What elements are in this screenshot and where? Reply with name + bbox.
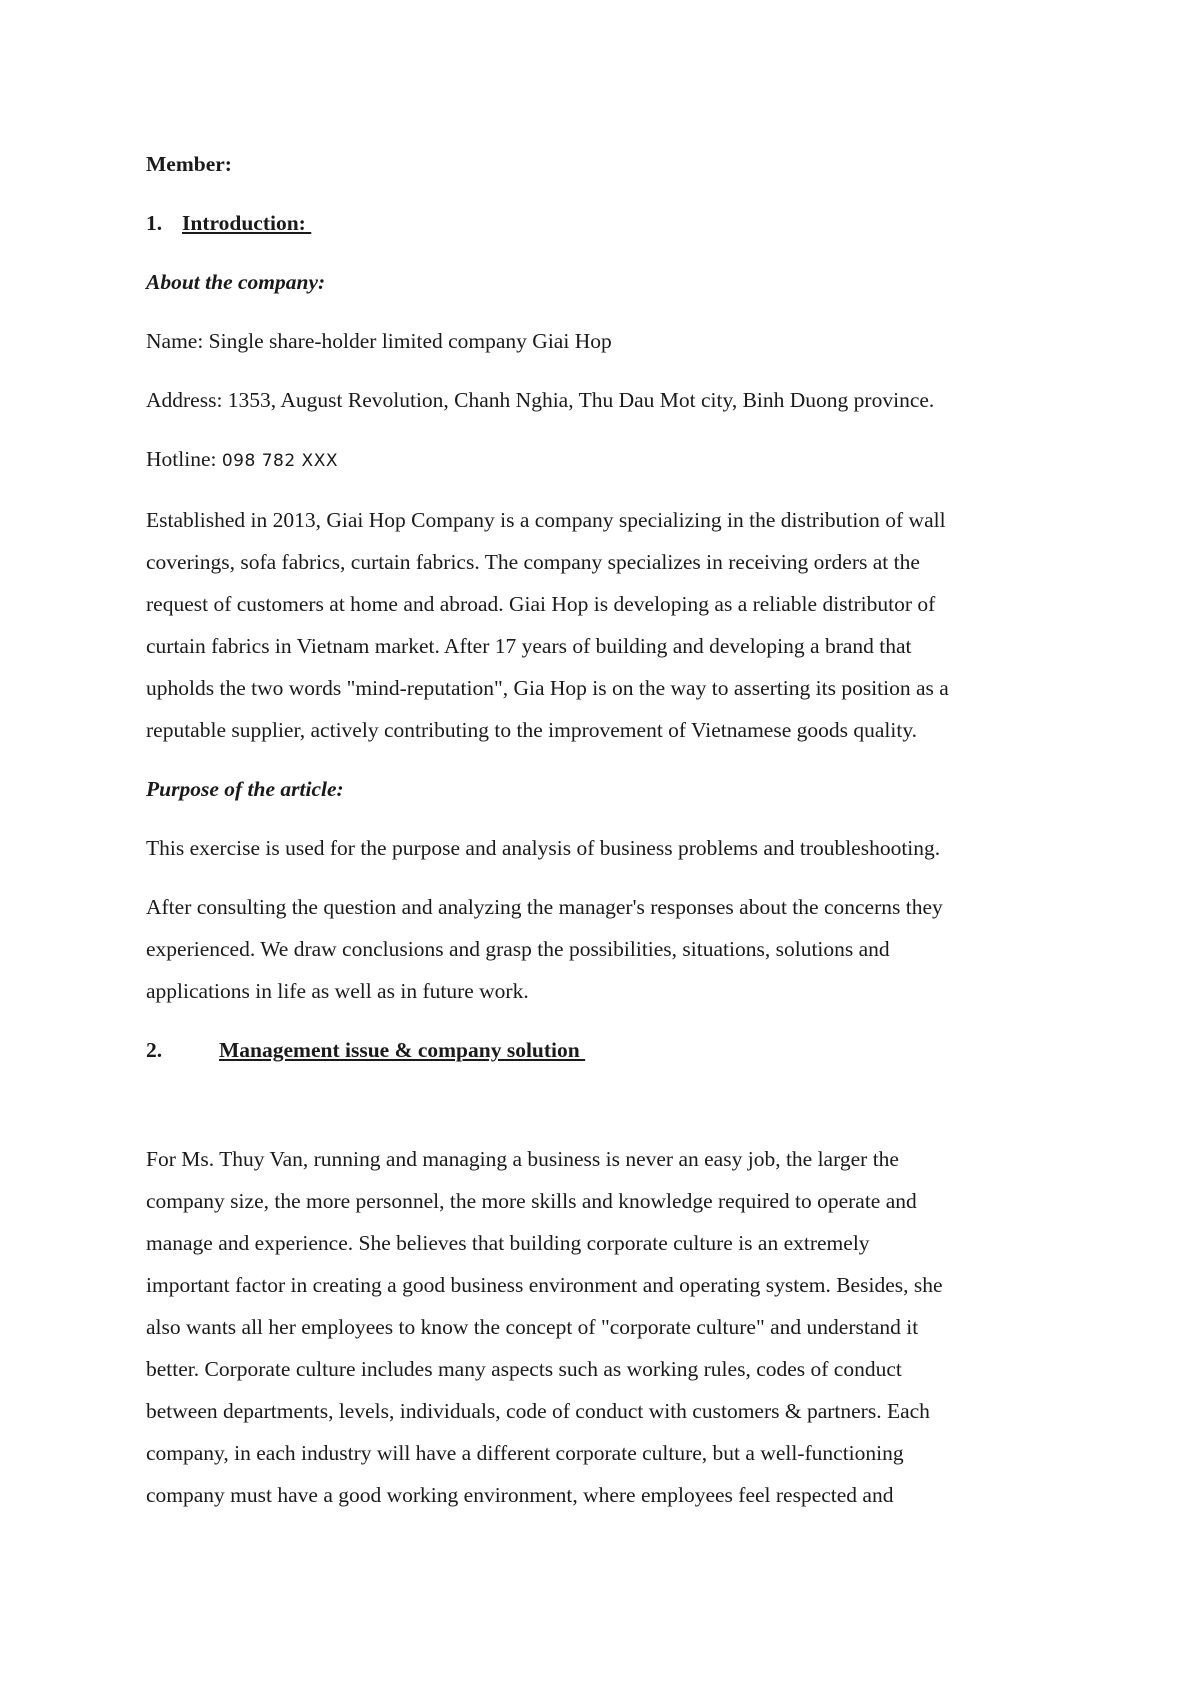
purpose-paragraph — [146, 886, 1076, 1012]
section-1-heading — [146, 202, 1076, 244]
paragraph-line: company, in each industry will have a different corporate culture, but a well-functioning — [146, 1441, 904, 1465]
purpose-heading: Purpose of the article: — [146, 777, 344, 801]
section-2-number: 2. — [146, 1038, 163, 1062]
blank-spacer — [146, 1071, 1076, 1138]
member-label: Member: — [146, 152, 232, 176]
section-1-number: 1. — [146, 211, 163, 235]
paragraph-line: applications in life as well as in future work. — [146, 979, 529, 1003]
management-issue-paragraph — [146, 1138, 1076, 1516]
paragraph-line: request of customers at home and abroad. Giai Hop is developing as a reliable distributor of — [146, 592, 936, 616]
paragraph-line: company size, the more personnel, the more skills and knowledge required to operate and — [146, 1189, 917, 1213]
paragraph-line: curtain fabrics in Vietnam market. After 17 years of building and developing a brand that — [146, 634, 912, 658]
paragraph-line: between departments, levels, individuals, code of conduct with customers & partners. Each — [146, 1399, 930, 1423]
paragraph-line: company must have a good working environment, where employees feel respected and — [146, 1483, 894, 1507]
paragraph-line: experienced. We draw conclusions and grasp the possibilities, situations, solutions and — [146, 937, 890, 961]
document-body — [146, 143, 1076, 1516]
section-1-title: Introduction: — [182, 211, 312, 235]
section-2-title: Management issue & company solution — [219, 1038, 586, 1062]
paragraph-line: reputable supplier, actively contributing to the improvement of Vietnamese goods quality. — [146, 718, 918, 742]
company-description-paragraph — [146, 499, 1076, 751]
paragraph-line: Established in 2013, Giai Hop Company is a company specializing in the distribution of wall — [146, 508, 946, 532]
paragraph-line: For Ms. Thuy Van, running and managing a business is never an easy job, the larger the — [146, 1147, 899, 1171]
hotline-line — [146, 438, 1076, 482]
paragraph-line: important factor in creating a good business environment and operating system. Besides, she — [146, 1273, 943, 1297]
hotline-label: Hotline: — [146, 447, 222, 471]
section-2-heading — [146, 1029, 1076, 1071]
company-address-line: Address: 1353, August Revolution, Chanh Nghia, Thu Dau Mot city, Binh Duong province. — [146, 388, 935, 412]
paragraph-line: After consulting the question and analyzing the manager's responses about the concerns they — [146, 895, 943, 919]
paragraph-line: manage and experience. She believes that building corporate culture is an extremely — [146, 1231, 870, 1255]
paragraph-line: upholds the two words "mind-reputation", Gia Hop is on the way to asserting its position as a — [146, 676, 949, 700]
paragraph-line: also wants all her employees to know the concept of "corporate culture" and understand it — [146, 1315, 919, 1339]
about-company-heading: About the company: — [146, 270, 326, 294]
purpose-line: This exercise is used for the purpose and analysis of business problems and troubleshooting. — [146, 836, 941, 860]
hotline-value: 098 782 XXX — [221, 451, 338, 471]
paragraph-line: coverings, sofa fabrics, curtain fabrics. The company specializes in receiving orders at the — [146, 550, 920, 574]
company-name-line: Name: Single share-holder limited company Giai Hop — [146, 329, 612, 353]
paragraph-line: better. Corporate culture includes many aspects such as working rules, codes of conduct — [146, 1357, 902, 1381]
